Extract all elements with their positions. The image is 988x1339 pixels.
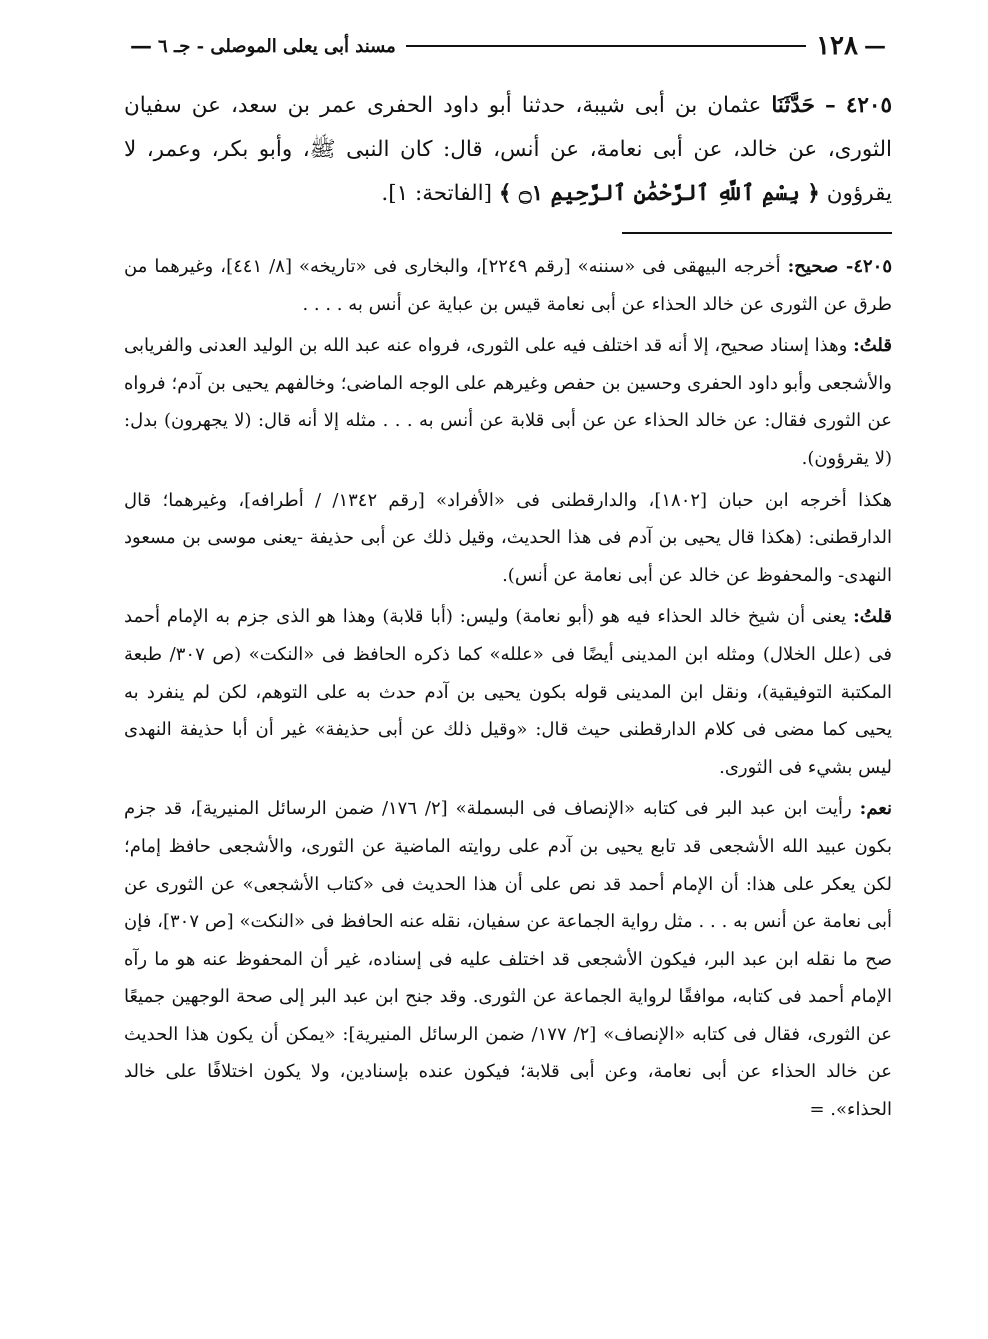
note-paragraph bbox=[124, 598, 892, 786]
header-dash: — bbox=[864, 33, 886, 59]
verse-reference: [الفاتحة: ١]. bbox=[381, 181, 492, 206]
note-paragraph bbox=[124, 327, 892, 477]
note-paragraph bbox=[124, 790, 892, 1128]
header-rule bbox=[406, 45, 806, 47]
note-label: نعم: bbox=[859, 798, 892, 820]
note-text: يعنى أن شيخ خالد الحذاء فيه هو (أبو نعامة) وليس: (أبا قلابة) وهذا هو الذى جزم به الإمام أحمد فى (علل الخلال) ومثله ابن المدينى أيضًا فى «علله» كما ذكره الحافظ فى «النكت» (ص ٣٠٧/ طبعة المكتبة التوفيقية)، ونقل ابن المدينى قوله بكون يحيى بن آدم حدث به على التوهم، لكن لم ينفرد به يحيى كما مضى فى كلام الدارقطنى حيث قال: «وقيل ذلك عن أبى حذيفة» غير أن أبا حذيفة النهدى ليس بشيء فى الثورى. bbox=[124, 606, 892, 778]
note-text: هكذا أخرجه ابن حبان [١٨٠٢]، والدارقطنى فى «الأفراد» [رقم ١٣٤٢/ / أطرافه]، وغيرهما؛ قال الدارقطنى: (هكذا قال يحيى بن آدم فى هذا الحديث، وقيل ذلك عن أبى حذيفة -يعنى موسى بن مسعود النهدى- والمحفوظ عن خالد عن أبى نعامة عن أنس). bbox=[124, 489, 892, 586]
note-paragraph bbox=[124, 248, 892, 323]
header-dash-end: — bbox=[130, 33, 152, 59]
page-header bbox=[124, 26, 892, 66]
note-paragraph bbox=[124, 482, 892, 595]
note-text: رأيت ابن عبد البر فى كتابه «الإنصاف فى البسملة» [٢/ ١٧٦/ ضمن الرسائل المنيرية]، قد جزم بكون عبيد الله الأشجعى قد تابع يحيى بن آدم على روايته الماضية عن الثورى، والأشجعى حافظ إمام؛ لكن يعكر على هذا: أن الإمام أحمد قد نص على أن هذا الحديث فى «كتاب الأشجعى» عن الثورى عن أبى نعامة عن أنس به . . . مثل رواية الجماعة عن سفيان، نقله عنه الحافظ فى «النكت» [ص ٣٠٧]، فإن صح ما نقله ابن عبد البر، فيكون الأشجعى قد اختلف عليه فى إسناده، غير أن المحفوظ عنه هو ما رآه الإمام أحمد فى كتابه، موافقًا لرواية الجماعة عن الثورى. وقد جنح ابن عبد البر إلى صحة الوجهين جميعًا عن الثورى، فقال فى كتابه «الإنصاف» [٢/ ١٧٧/ ضمن الرسائل المنيرية]: «يمكن أن يكون هذا الحديث عن خالد الحذاء عن أبى نعامة، وعن أبى قلابة؛ فيكون عنده بإسنادين، ولا يكون اختلافًا على خالد الحذاء». = bbox=[124, 798, 893, 1121]
hadith-body: عثمان بن أبى شيبة، حدثنا أبو داود الحفرى عمر بن سعد، عن سفيان الثورى، عن خالد، عن أبى نعامة، عن أنس، قال: كان النبى ﷺ، وأبو بكر، وعمر، لا يقرؤون bbox=[124, 93, 892, 206]
running-title: مسند أبى يعلى الموصلى - جـ ٦ bbox=[158, 35, 396, 57]
page-number: ١٢٨ bbox=[816, 31, 858, 61]
quran-verse: ﴿ بِسْمِ ٱللَّهِ ٱلرَّحْمَٰنِ ٱلرَّحِيمِ ۝١ ﴾ bbox=[498, 181, 820, 206]
note-label: ٤٢٠٥- صحيح: bbox=[787, 256, 892, 277]
hadith-dash: – bbox=[825, 93, 836, 118]
footnote-separator bbox=[622, 232, 892, 234]
hadith-opening: حَدَّثَنَا bbox=[771, 93, 815, 118]
commentary bbox=[124, 248, 892, 1129]
note-text: أخرجه البيهقى فى «سننه» [رقم ٢٢٤٩]، والبخارى فى «تاريخه» [٨/ ٤٤١]، وغيرهما من طرق عن الثورى عن خالد الحذاء عن أبى نعامة قيس بن عباية عن أنس به . . . . bbox=[124, 256, 892, 315]
hadith-text bbox=[124, 84, 892, 216]
note-label: قلتُ: bbox=[853, 335, 892, 357]
note-text: وهذا إسناد صحيح، إلا أنه قد اختلف فيه على الثورى، فرواه عنه عبد الله بن الوليد العدنى والفريابى والأشجعى وأبو داود الحفرى وحسين بن حفص وغيرهم على الوجه الماضى؛ وخالفهم يحيى بن آدم؛ فرواه عن الثورى فقال: عن خالد الحذاء عن عن أبى قلابة عن أنس به . . . مثله إلا أنه قال: (لا يجهرون) بدل: (لا يقرؤون). bbox=[124, 335, 892, 469]
note-label: قلتُ: bbox=[853, 606, 892, 628]
hadith-number: ٤٢٠٥ bbox=[845, 93, 893, 118]
